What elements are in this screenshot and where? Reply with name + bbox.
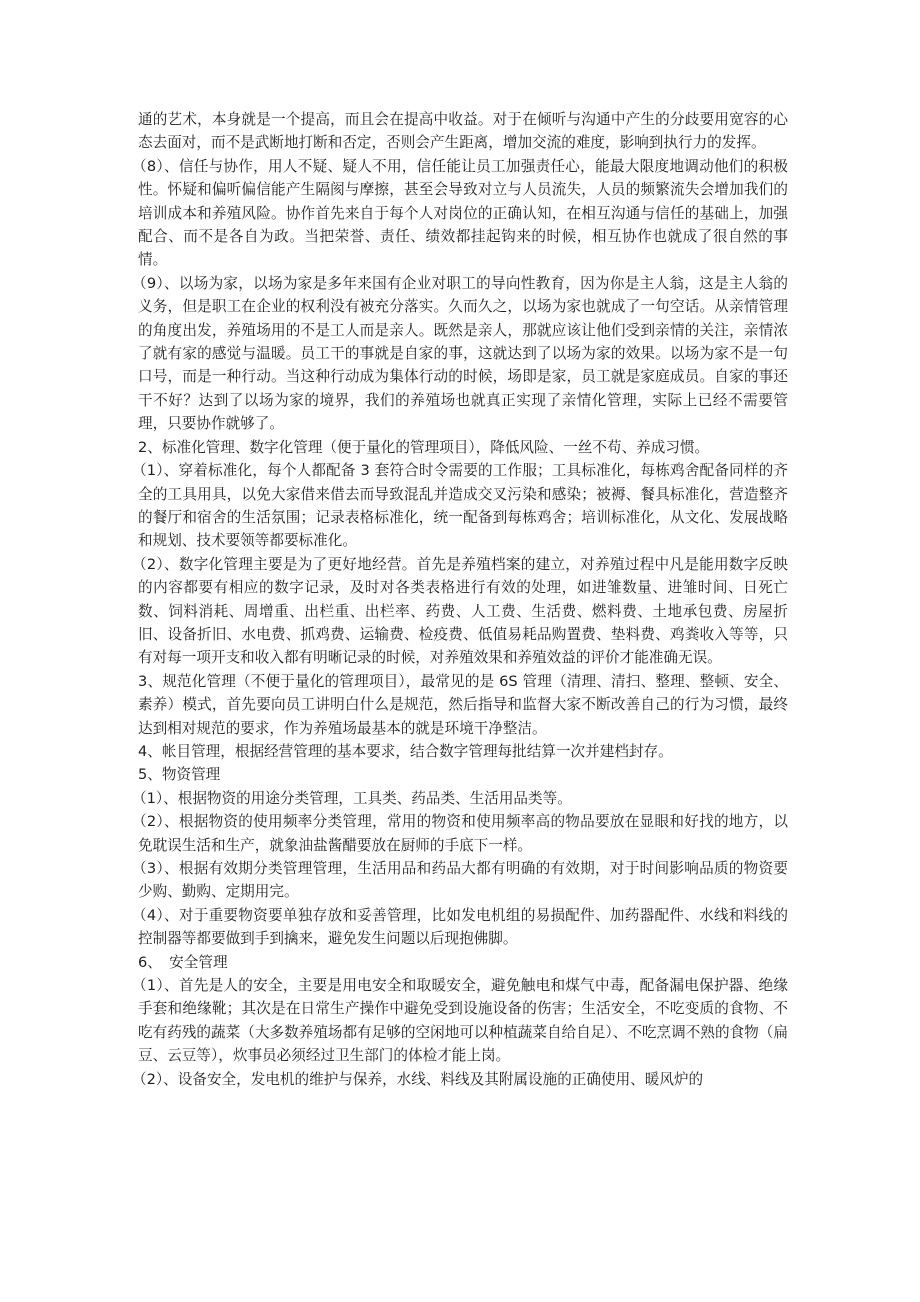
paragraph-trust-cooperation: （8）、信任与协作，用人不疑、疑人不用，信任能让员工加强责任心，能最大限度地调动他们的积极性。怀疑和偏听偏信能产生隔阂与摩擦，甚至会导致对立与人员流失，人员的频繁流失会增加我们的培训成本和养殖风险。协作首先来自于每个人对岗位的正确认知，在相互沟通与信任的基础上，加强配合、而不是各自为政。当把荣誉、责任、绩效都挂起钩来的时候，相互协作也就成了很自然的事情。 <box>132 157 788 269</box>
paragraph-important-materials: （4）、对于重要物资要单独存放和妥善管理，比如发电机组的易损配件、加药器配件、水线和料线的控制器等都要做到手到擒来，避免发生问题以后现抱佛脚。 <box>132 906 788 948</box>
document-body <box>132 108 788 1091</box>
section-heading-6s-management: 3、规范化管理（不便于量化的管理项目），最常见的是 6S 管理（清理、清扫、整理、整顿、安全、素养）模式，首先要向员工讲明白什么是规范，然后指导和监督大家不断改善自己的行为习惯，最终达到相对规范的要求，作为养殖场最基本的就是环境干净整洁。 <box>138 672 788 737</box>
paragraph-farm-as-home: （9）、以场为家，以场为家是多年来国有企业对职工的导向性教育，因为你是主人翁，这是主人翁的义务，但是职工在企业的权利没有被充分落实。久而久之，以场为家也就成了一句空话。从亲情管理的角度出发，养殖场用的不是工人而是亲人。既然是亲人，那就应该让他们受到亲情的关注，亲情浓了就有家的感觉与温暖。员工干的事就是自家的事，这就达到了以场为家的效果。以场为家不是一句口号，而是一种行动。当这种行动成为集体行动的时候，场即是家，员工就是家庭成员。自家的事还干不好？达到了以场为家的境界，我们的养殖场也就真正实现了亲情化管理，实际上已经不需要管理，只要协作就够了。 <box>132 274 788 433</box>
section-heading-materials: 5、物资管理 <box>138 766 221 784</box>
section-heading-standardization: 2、标准化管理、数字化管理（便于量化的管理项目），降低风险、一丝不苟、养成习惯。 <box>138 438 710 456</box>
paragraph-equipment-safety: （2）、设备安全，发电机的维护与保养，水线、料线及其附属设施的正确使用、暖风炉的 <box>132 1070 704 1088</box>
paragraph-materials-by-use: （1）、根据物资的用途分类管理，工具类、药品类、生活用品类等。 <box>132 789 572 807</box>
paragraph-materials-by-expiry: （3）、根据有效期分类管理管理，生活用品和药品大都有明确的有效期，对于时间影响品质的物资要少购、勤购、定期用完。 <box>132 860 788 901</box>
paragraph-personal-safety: （1）、首先是人的安全，主要是用电安全和取暖安全，避免触电和煤气中毒，配备漏电保护器、绝缘手套和绝缘靴；其次是在日常生产操作中避免受到设施设备的伤害；生活安全，不吃变质的食物、不吃有药残的蔬菜（大多数养殖场都有足够的空闲地可以种植蔬菜自给自足）、不吃烹调不熟的食物（扁豆、云豆等），炊事员必须经过卫生部门的体检才能上岗。 <box>132 977 788 1065</box>
section-heading-safety: 6、 安全管理 <box>138 953 228 971</box>
paragraph-materials-by-frequency: （2）、根据物资的使用频率分类管理，常用的物资和使用频率高的物品要放在显眼和好找的地方，以免耽误生活和生产，就象油盐酱醋要放在厨师的手底下一样。 <box>132 813 788 854</box>
paragraph-digital-management: （2）、数字化管理主要是为了更好地经营。首先是养殖档案的建立，对养殖过程中凡是能用数字反映的内容都要有相应的数字记录，及时对各类表格进行有效的处理，如进雏数量、进雏时间、日死亡数、饲料消耗、周增重、出栏重、出栏率、药费、人工费、生活费、燃料费、土地承包费、房屋折旧、设备折旧、水电费、抓鸡费、运输费、检疫费、低值易耗品购置费、垫料费、鸡粪收入等等，只有对每一项开支和收入都有明晰记录的时候，对养殖效果和养殖效益的评价才能准确无误。 <box>132 555 788 667</box>
paragraph-standard-uniforms: （1）、穿着标准化，每个人都配备 3 套符合时令需要的工作服；工具标准化，每栋鸡舍配备同样的齐全的工具用具，以免大家借来借去而导致混乱并造成交叉污染和感染；被褥、餐具标准化，营造整齐的餐厅和宿舍的生活氛围；记录表格标准化，统一配备到每栋鸡舍；培训标准化，从文化、发展战略和规划、技术要领等都要标准化。 <box>132 462 788 550</box>
paragraph-continuation-communication: 通的艺术，本身就是一个提高，而且会在提高中收益。对于在倾听与沟通中产生的分歧要用宽容的心态去面对，而不是武断地打断和否定，否则会产生距离，增加交流的难度，影响到执行力的发挥。 <box>138 111 788 152</box>
section-heading-accounts: 4、帐目管理，根据经营管理的基本要求，结合数字管理每批结算一次并建档封存。 <box>138 742 673 760</box>
